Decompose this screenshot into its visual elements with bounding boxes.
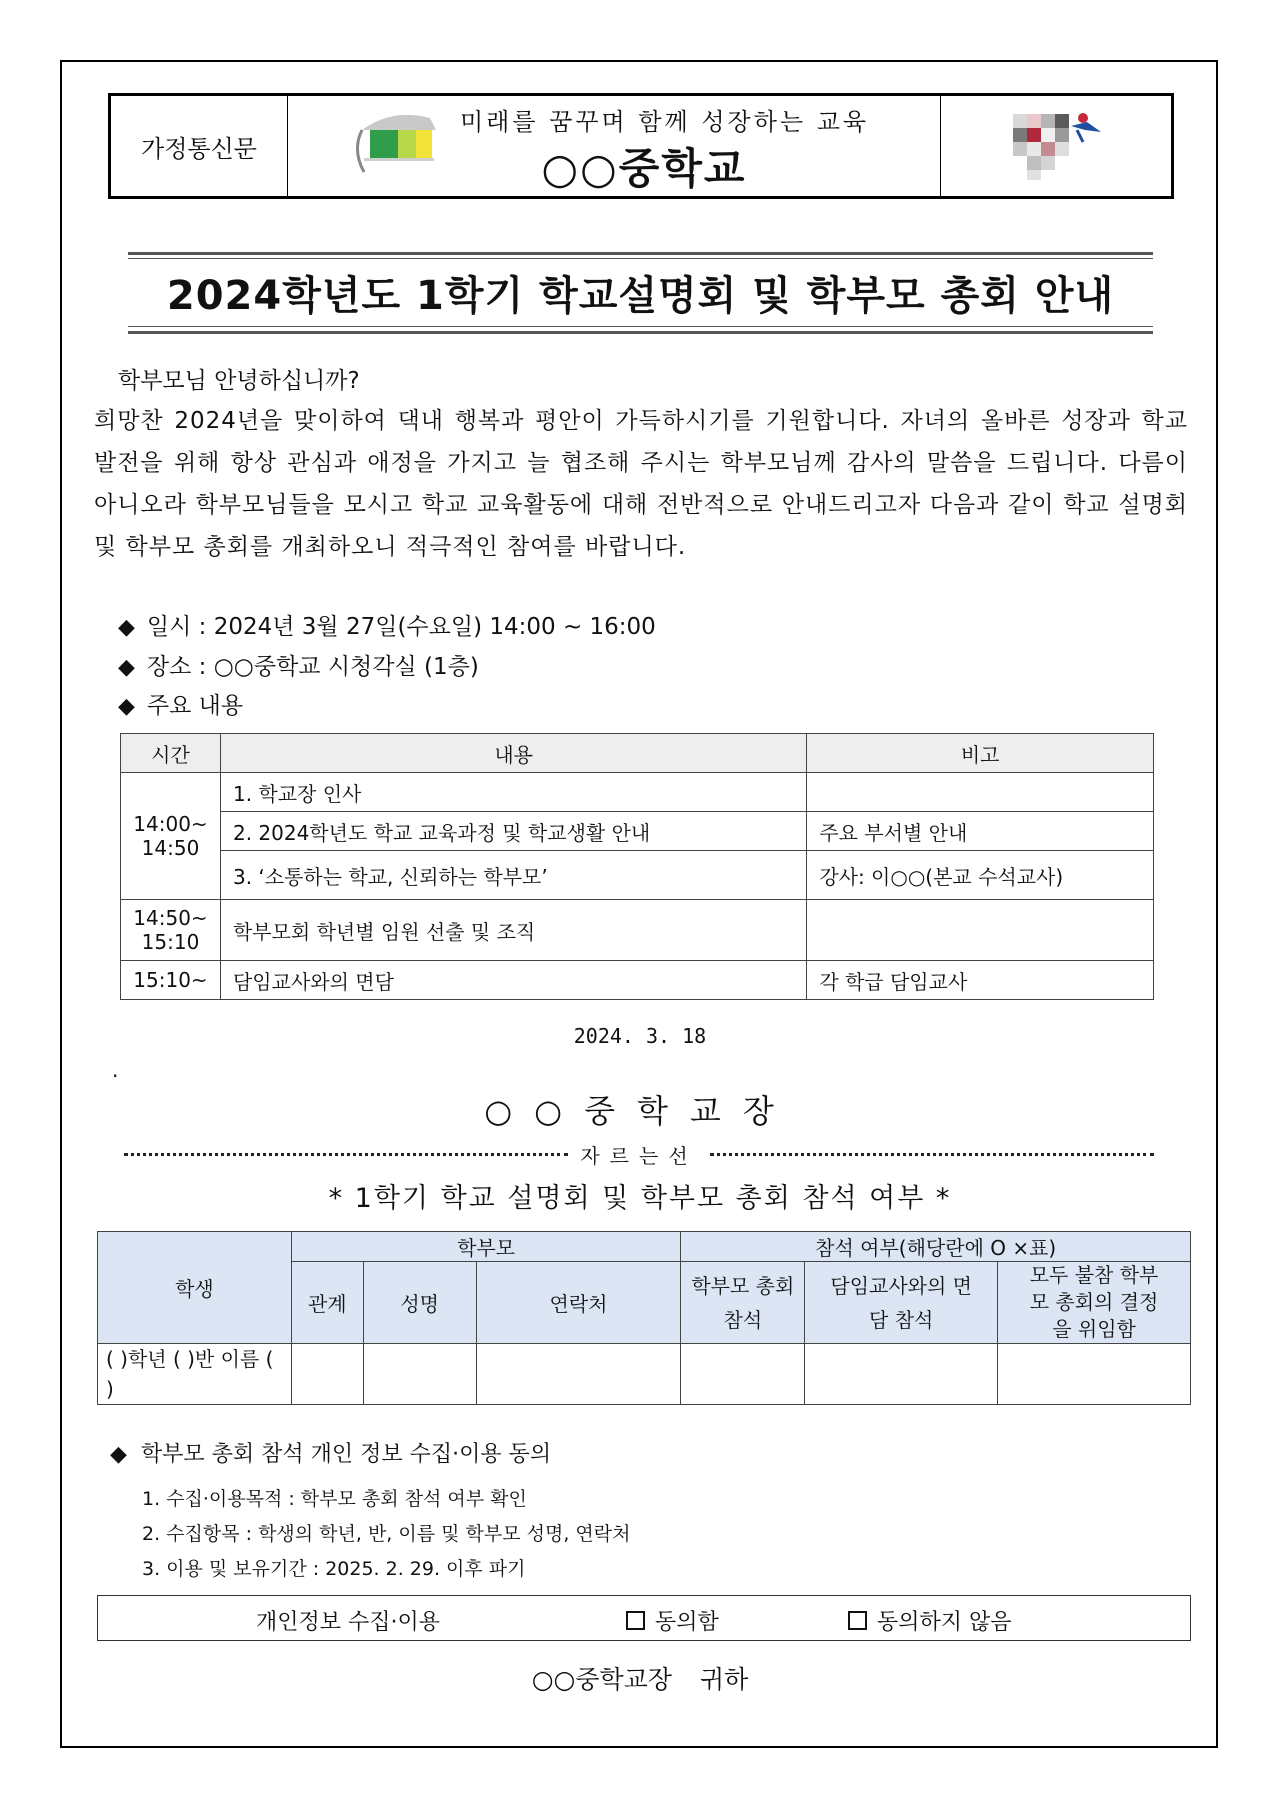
disagree-label: 동의하지 않음: [877, 1610, 1012, 1635]
stray-dot: .: [112, 1058, 119, 1082]
diamond-icon: ◆: [118, 615, 135, 640]
consent-box: [97, 1595, 1191, 1641]
table-row: [121, 773, 1154, 812]
header-category: 가정통신문: [111, 96, 288, 196]
consent-label: 개인정보 수집·이용: [256, 1610, 441, 1635]
closing-honorific: 귀하: [699, 1665, 749, 1694]
delegate-input[interactable]: [998, 1344, 1191, 1405]
content-cell: 2. 2024학년도 학교 교육과정 및 학교생활 안내: [220, 812, 806, 851]
time-cell: 14:00~ 14:50: [121, 773, 221, 900]
table-header-row: [121, 734, 1154, 773]
bullet-date: [118, 608, 656, 641]
note-cell: 주요 부서별 안내: [807, 812, 1154, 851]
intro-paragraph: 희망찬 2024년을 맞이하여 댁내 행복과 평안이 가득하시기를 기원합니다. 자녀의 올바른 성장과 학교 발전을 위해 항상 관심과 애정을 가지고 늘 협조해 주시는 학부모님께 감사의 말씀을 드립니다. 다름이 아니오라 학부모님들을 모시고 학교 교육활동에 대해 전반적으로 안내드리고자 다음과 같이 학교 설명회 및 학부모 총회를 개최하오니 적극적인 참여를 바랍니다.: [94, 408, 1188, 560]
table-row: [98, 1344, 1191, 1405]
note-cell: 강사: 이○○(본교 수석교사): [807, 851, 1154, 900]
header-name: 성명: [363, 1262, 476, 1344]
disagree-option[interactable]: [848, 1605, 1012, 1636]
diamond-icon: ◆: [118, 655, 135, 680]
table-header-row: [98, 1232, 1191, 1262]
header-general-attend: 학부모 총회 참석: [681, 1262, 805, 1344]
note-cell: 각 학급 담임교사: [807, 961, 1154, 1000]
content-cell: 학부모회 학년별 임원 선출 및 조직: [220, 900, 806, 961]
issue-date: 2024. 3. 18: [573, 1024, 707, 1048]
consent-heading: [110, 1437, 551, 1468]
time-cell: 15:10~: [121, 961, 221, 1000]
dotted-line: [124, 1153, 568, 1156]
emblem-icon: [997, 108, 1107, 184]
content-text: 주요 내용: [146, 693, 244, 719]
principal-signature: ○○중학교장: [484, 1092, 796, 1130]
header-time: 시간: [121, 734, 221, 773]
header-relation: 관계: [291, 1262, 363, 1344]
checkbox-icon[interactable]: [626, 1611, 645, 1630]
bullet-place: [118, 648, 479, 681]
title-rule: [128, 326, 1153, 327]
general-attend-input[interactable]: [681, 1344, 805, 1405]
header-note: 비고: [807, 734, 1154, 773]
consent-items: [142, 1482, 630, 1587]
header-delegate: 모두 불참 학부모 총회의 결정을 위임함: [998, 1262, 1191, 1344]
header-contact: 연락처: [476, 1262, 681, 1344]
cut-label: 자르는선: [580, 1144, 698, 1168]
time-cell: 14:50~ 15:10: [121, 900, 221, 961]
schedule-table: [120, 733, 1154, 1000]
school-name: ○○중학교: [541, 144, 747, 193]
letter-header: [108, 93, 1174, 199]
closing: [0, 1660, 1280, 1696]
meeting-attend-input[interactable]: [805, 1344, 998, 1405]
table-row: [121, 812, 1154, 851]
table-row: [121, 900, 1154, 961]
content-cell: 3. ‘소통하는 학교, 신뢰하는 학부모’: [220, 851, 806, 900]
note-cell: [807, 773, 1154, 812]
greeting: 학부모님 안녕하십니까?: [118, 368, 360, 394]
bullet-content: [118, 687, 243, 720]
header-parent: 학부모: [291, 1232, 681, 1262]
list-item: 2. 수집항목 : 학생의 학년, 반, 이름 및 학부모 성명, 연락처: [142, 1523, 631, 1545]
table-row: [121, 961, 1154, 1000]
contact-input[interactable]: [476, 1344, 681, 1405]
diamond-icon: ◆: [110, 1442, 127, 1467]
reply-title: * 1학기 학교 설명회 및 학부모 총회 참석 여부 *: [328, 1183, 952, 1214]
document-title: 2024학년도 1학기 학교설명회 및 학부모 총회 안내: [166, 273, 1115, 319]
list-item: 1. 수집·이용목적 : 학부모 총회 참석 여부 확인: [142, 1488, 527, 1510]
table-row: [121, 851, 1154, 900]
header-student: 학생: [98, 1232, 292, 1344]
school-motto: 미래를 꿈꾸며 함께 성장하는 교육: [460, 108, 870, 136]
dotted-line: [710, 1153, 1154, 1156]
cut-line: [124, 1140, 1154, 1169]
agree-option[interactable]: [626, 1605, 719, 1636]
date-text: 일시 : 2024년 3월 27일(수요일) 14:00 ~ 16:00: [146, 614, 656, 640]
list-item: 3. 이용 및 보유기간 : 2025. 2. 29. 이후 파기: [142, 1558, 526, 1580]
content-cell: 담임교사와의 면담: [220, 961, 806, 1000]
closing-to: ○○중학교장: [531, 1665, 672, 1694]
note-cell: [807, 900, 1154, 961]
checkbox-icon[interactable]: [848, 1611, 867, 1630]
consent-heading-text: 학부모 총회 참석 개인 정보 수집·이용 동의: [140, 1442, 552, 1467]
relation-input[interactable]: [291, 1344, 363, 1405]
agree-label: 동의함: [655, 1610, 719, 1635]
student-fill-cell: ( )학년 ( )반 이름 ( ): [98, 1344, 292, 1405]
diamond-icon: ◆: [118, 694, 135, 719]
title-rule: [128, 252, 1153, 255]
title-rule: [128, 331, 1153, 334]
name-input[interactable]: [363, 1344, 476, 1405]
header-middle: [288, 96, 941, 196]
header-attend: 참석 여부(해당란에 O ×표): [681, 1232, 1191, 1262]
content-cell: 1. 학교장 인사: [220, 773, 806, 812]
place-text: 장소 : ○○중학교 시청각실 (1층): [146, 654, 479, 680]
title-rule: [128, 258, 1153, 259]
attendance-table: [97, 1231, 1191, 1405]
header-meeting-attend: 담임교사와의 면담 참석: [805, 1262, 998, 1344]
header-right: [941, 96, 1171, 196]
header-content: 내용: [220, 734, 806, 773]
